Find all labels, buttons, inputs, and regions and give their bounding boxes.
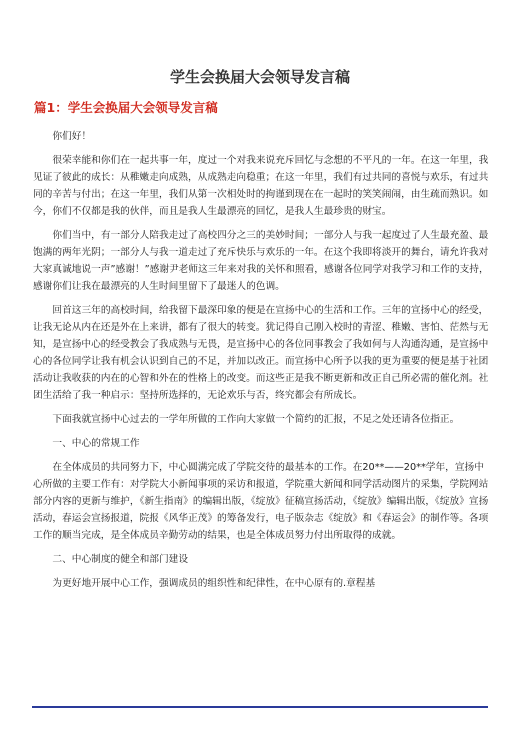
paragraph: 回首这三年的高校时间，给我留下最深印象的便是在宣扬中心的生活和工作。三年的宣扬中心的经受，让我无论从内在还是外在上来讲，都有了很大的转变。犹记得自己刚入校时的青涩、稚嫩、害怕、茫然与无知，是宣扬中心的经受教会了我成熟与无畏，是宣扬中心的各位同事教会了我如何与人沟通沟通，是宣扬中心的各位同学让我有机会认识到自己的不足，并加以改正。而宣扬中心所予以我的更为重要的便是基于社团活动让我收获的内在的心智和外在的性格上的改变。而这些正是我不断更新和改正自己所必需的催化剂。社团生活给了我一种启示：坚持所选择的，无论欢乐与否，终究都会有所成长。 [33, 305, 489, 401]
paragraph: 在全体成员的共同努力下，中心圆满完成了学院交待的最基本的工作。在20**——20**学年，宣扬中心所做的主要工作有：对学院大小新闻事项的采访和报道，学院重大新闻和同学活动图片的采集，学院网站部分内容的更新与维护，《新生指南》的编辑出版，《绽放》征稿宣扬活动，《绽放》编辑出版，《绽放》宣扬活动，春运会宣扬报道，院报《风华正茂》的筹备发行，电子版杂志《绽放》和《春运会》的制作等。各项工作的顺当完成，是全体成员辛勤劳动的结果，也是全体成员努力付出所取得的成就。 [33, 462, 489, 541]
section-heading: 二、中心制度的健全和部门建设 [52, 554, 189, 565]
paragraph-greeting: 你们好！ [52, 131, 92, 142]
document-subtitle: 篇1：学生会换届大会领导发言稿 [34, 100, 218, 115]
paragraph: 为更好地开展中心工作，强调成员的组织性和纪律性，在中心原有的.章程基 [52, 578, 376, 589]
section-heading: 一、中心的常规工作 [52, 438, 140, 449]
paragraph: 你们当中，有一部分人陪我走过了高校四分之三的美妙时间；一部分人与我一起度过了人生最充盈、最饱满的两年光阴；一部分人与我一道走过了充斥快乐与欢乐的一年。在这个我即将淡开的舞台，请允许我对大家真诚地说一声”感谢！”感谢尹老师这三年来对我的关怀和照看，感谢各位同学对我学习和工作的支持，感谢你们让我在最漂亮的人生时间里留下了最迷人的色调。 [33, 230, 489, 292]
paragraph: 下面我就宣扬中心过去的一学年所做的工作向大家做一个简约的汇报，不足之处还请各位指正。 [52, 414, 460, 425]
document-title: 学生会换届大会领导发言稿 [169, 68, 350, 86]
bottom-divider [32, 706, 488, 708]
paragraph: 很荣幸能和你们在一起共事一年，度过一个对我来说充斥回忆与念想的不平凡的一年。在这一年里，我见证了彼此的成长：从稚嫩走向成熟，从成熟走向稳重；在这一年里，我们有过共同的喜悦与欢乐，有过共同的辛苦与付出；在这一年里，我们从第一次相处时的拘谨到现在在一起时的笑笑闹闹，由生疏而熟识。如今，你们不仅都是我的伙伴，而且是我人生最漂亮的回忆，是我人生最珍贵的财宝。 [33, 155, 489, 217]
document-body [33, 122, 493, 599]
